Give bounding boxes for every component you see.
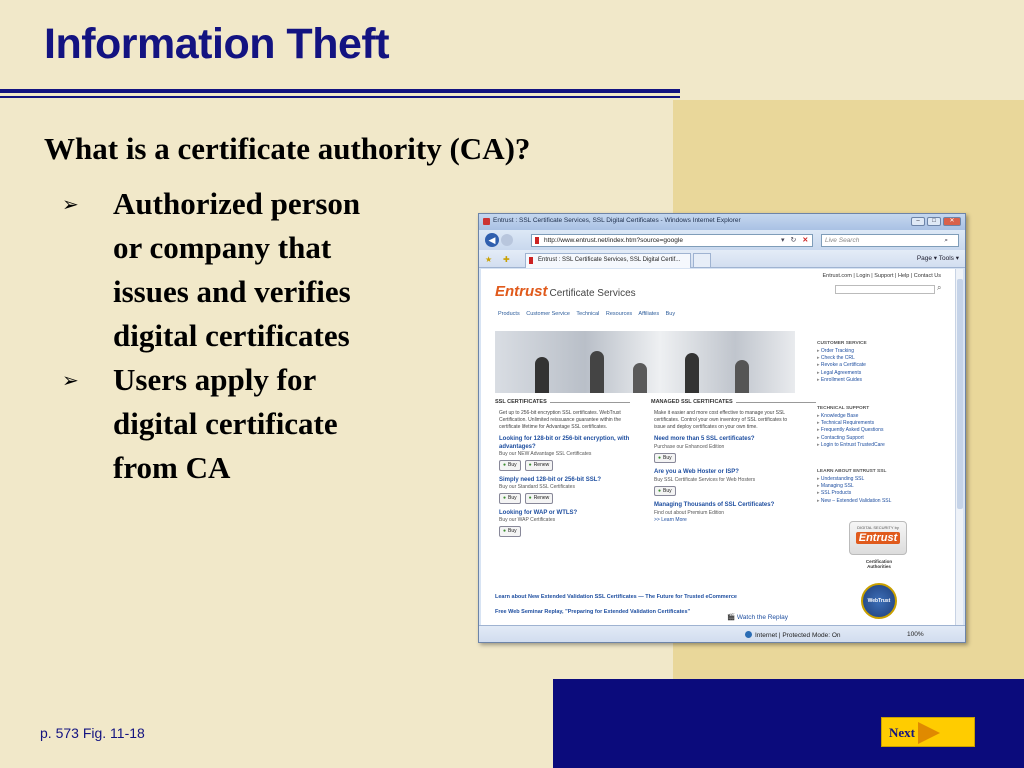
favorites-star-icon[interactable]: ★	[485, 255, 493, 264]
bullet-line: issues and verifies	[113, 274, 351, 309]
search-placeholder: Live Search	[825, 237, 860, 244]
side-link[interactable]: ▸ Understanding SSL	[817, 476, 891, 483]
vertical-scrollbar[interactable]	[955, 269, 963, 625]
dropdown-icon[interactable]: ▾	[781, 237, 785, 244]
side-link[interactable]: ▸ SSL Products	[817, 490, 891, 497]
managed-heading: MANAGED SSL CERTIFICATES	[651, 399, 733, 405]
cert-authorities-caption: Certification Authorities	[865, 559, 893, 569]
entrust-security-seal[interactable]	[849, 521, 907, 555]
security-zone: Internet | Protected Mode: On	[745, 631, 841, 639]
minimize-icon[interactable]: –	[911, 217, 925, 226]
browser-window-title: Entrust : SSL Certificate Services, SSL Digital Certificates - Windows Internet Explorer	[493, 217, 741, 224]
customer-service-box	[817, 341, 867, 384]
managed-offer-title[interactable]: Need more than 5 SSL certificates?	[654, 436, 755, 443]
buy-button[interactable]: ● Buy	[499, 493, 521, 504]
bullet-line: or company that	[113, 230, 332, 265]
bullet-line: digital certificate	[113, 406, 338, 441]
ssl-offer-title[interactable]: Simply need 128-bit or 256-bit SSL?	[499, 476, 602, 483]
bullet-line: digital certificates	[113, 318, 350, 353]
learn-ssl-heading: LEARN ABOUT ENTRUST SSL	[817, 469, 887, 474]
bullet-line: from CA	[113, 450, 231, 485]
nav-products[interactable]: Products	[498, 311, 520, 317]
browser-address-bar	[479, 230, 965, 250]
managed-offer-sub: Find out about Premium Edition	[654, 509, 725, 516]
bullet-item	[62, 358, 442, 490]
back-arrow-icon[interactable]: ◀	[485, 233, 499, 247]
buy-button[interactable]: ● Buy	[499, 460, 521, 471]
add-favorites-icon[interactable]: ✚	[503, 255, 510, 264]
buy-button[interactable]: ● Buy	[654, 486, 676, 497]
web-page	[481, 269, 955, 625]
side-link[interactable]: ▸ New – Extended Validation SSL	[817, 498, 891, 505]
nav-affiliates[interactable]: Affiliates	[638, 311, 660, 317]
arrow-bullet-icon: ➢	[62, 192, 79, 216]
ssl-offer-sub: Buy our WAP Certificates	[499, 517, 556, 524]
watch-replay-label: Watch the Replay	[736, 614, 788, 621]
ssl-column	[499, 410, 639, 537]
browser-status-bar	[479, 625, 965, 643]
slide-subtitle: What is a certificate authority (CA)?	[44, 131, 531, 166]
tech-support-box	[817, 406, 885, 449]
entrust-favicon-icon	[483, 218, 490, 225]
bullet-line: Users apply for	[113, 362, 317, 397]
side-link[interactable]: ▸ Frequently Asked Questions	[817, 427, 885, 434]
ssl-offer-title[interactable]: Looking for WAP or WTLS?	[499, 509, 578, 516]
site-top-links[interactable]: Entrust.com | Login | Support | Help | Contact Us	[822, 273, 941, 279]
managed-column	[654, 410, 794, 523]
side-link[interactable]: ▸ Technical Requirements	[817, 420, 885, 427]
managed-offer-sub: Purchase our Enhanced Edition	[654, 443, 725, 450]
seal-brand: Entrust	[856, 532, 900, 544]
window-controls	[911, 217, 961, 226]
learn-ssl-box	[817, 469, 891, 505]
buy-button[interactable]: ● Buy	[654, 453, 676, 464]
search-icon[interactable]: ⌕	[944, 237, 948, 244]
learn-more-link[interactable]: >> Learn More	[654, 516, 687, 523]
logo-text: Entrust	[495, 283, 548, 300]
next-label: Next	[889, 725, 915, 740]
replay-icon: 🎬	[727, 614, 737, 621]
title-rule-thick	[0, 89, 680, 93]
side-link[interactable]: ▸ Login to Entrust TrustedCare	[817, 442, 885, 449]
arrow-bullet-icon: ➢	[62, 368, 79, 392]
bullet-item	[62, 182, 442, 358]
side-link[interactable]: ▸ Legal Agreements	[817, 370, 867, 377]
browser-tab-bar	[479, 250, 965, 268]
browser-title-bar	[479, 214, 965, 230]
ssl-intro: Get up to 256-bit encryption SSL certificates. WebTrust Certification. Unlimited reissuance guarantee within the certificate lifetime for Advantage SSL certificates.	[499, 410, 622, 430]
watch-replay-link[interactable]	[727, 613, 788, 621]
hero-image	[495, 331, 795, 393]
tech-support-heading: TECHNICAL SUPPORT	[817, 406, 870, 411]
site-search-input[interactable]	[835, 285, 935, 294]
side-link[interactable]: ▸ Managing SSL	[817, 483, 891, 490]
renew-button[interactable]: ● Renew	[525, 460, 554, 471]
zoom-level[interactable]: 100%	[907, 631, 924, 638]
ssl-offer-title[interactable]: Looking for 128-bit or 256-bit encryption, with advantages?	[499, 436, 630, 450]
side-link[interactable]: ▸ Knowledge Base	[817, 413, 885, 420]
title-rule-thin	[0, 96, 680, 98]
browser-screenshot	[478, 213, 966, 643]
maximize-icon[interactable]: □	[927, 217, 941, 226]
slide-title: Information Theft	[44, 20, 390, 68]
ssl-heading: SSL CERTIFICATES	[495, 399, 547, 405]
webtrust-seal-icon[interactable]: WebTrust	[861, 583, 897, 619]
ssl-offer-sub: Buy our NEW Advantage SSL Certificates	[499, 451, 592, 458]
next-button[interactable]	[881, 717, 975, 747]
next-arrow-icon	[918, 722, 940, 744]
managed-offer-title[interactable]: Managing Thousands of SSL Certificates?	[654, 502, 775, 509]
renew-button[interactable]: ● Renew	[525, 493, 554, 504]
scroll-thumb[interactable]	[957, 279, 963, 509]
bullet-list	[62, 182, 442, 490]
command-bar[interactable]: Page ▾ Tools ▾	[916, 255, 959, 262]
seal-caption: DIGITAL SECURITY by	[857, 525, 899, 530]
nav-customer-service[interactable]: Customer Service	[526, 311, 570, 317]
managed-offer-title[interactable]: Are you a Web Hoster or ISP?	[654, 469, 739, 476]
site-search-icon[interactable]: ⌕	[937, 283, 942, 292]
live-search-input[interactable]	[821, 234, 959, 247]
bullet-line: Authorized person	[113, 186, 361, 221]
managed-intro: Make it easier and more cost effective to manage your SSL certificates. Control your own inventory of SSL certificates to issue and deploy certificates on your own time.	[654, 410, 788, 430]
close-icon[interactable]: ✕	[943, 217, 961, 226]
address-buttons	[781, 236, 808, 244]
entrust-logo	[495, 283, 636, 300]
side-link[interactable]: ▸ Order Tracking	[817, 348, 867, 355]
browser-tab[interactable]: Entrust : SSL Certificate Services, SSL Digital Certif...	[525, 253, 691, 268]
stop-icon[interactable]: ✕	[802, 237, 809, 244]
forward-arrow-icon[interactable]	[501, 234, 513, 246]
buy-button[interactable]: ● Buy	[499, 526, 521, 537]
side-link[interactable]: ▸ Check the CRL	[817, 355, 867, 362]
side-link[interactable]: ▸ Contacting Support	[817, 435, 885, 442]
nav-resources[interactable]: Resources	[605, 311, 633, 317]
address-field[interactable]: http://www.entrust.net/index.htm?source=google	[531, 234, 813, 247]
ssl-offer-sub: Buy our Standard SSL Certificates	[499, 484, 575, 491]
logo-service: Certificate Services	[549, 288, 636, 299]
customer-service-heading: CUSTOMER SERVICE	[817, 341, 867, 346]
site-nav	[498, 311, 680, 317]
managed-offer-sub: Buy SSL Certificate Services for Web Hosters	[654, 476, 756, 483]
new-tab-button[interactable]	[693, 253, 711, 268]
nav-buy[interactable]: Buy	[665, 311, 676, 317]
refresh-icon[interactable]: ↻	[790, 237, 797, 244]
seminar-link[interactable]: Free Web Seminar Replay, "Preparing for Extended Validation Certificates"	[495, 609, 691, 615]
ev-ssl-link[interactable]: Learn about New Extended Validation SSL Certificates — The Future for Trusted eCommerce	[495, 594, 737, 600]
side-link[interactable]: ▸ Revoke a Certificate	[817, 362, 867, 369]
figure-caption: p. 573 Fig. 11-18	[40, 725, 145, 741]
nav-technical[interactable]: Technical	[576, 311, 600, 317]
side-link[interactable]: ▸ Enrollment Guides	[817, 377, 867, 384]
